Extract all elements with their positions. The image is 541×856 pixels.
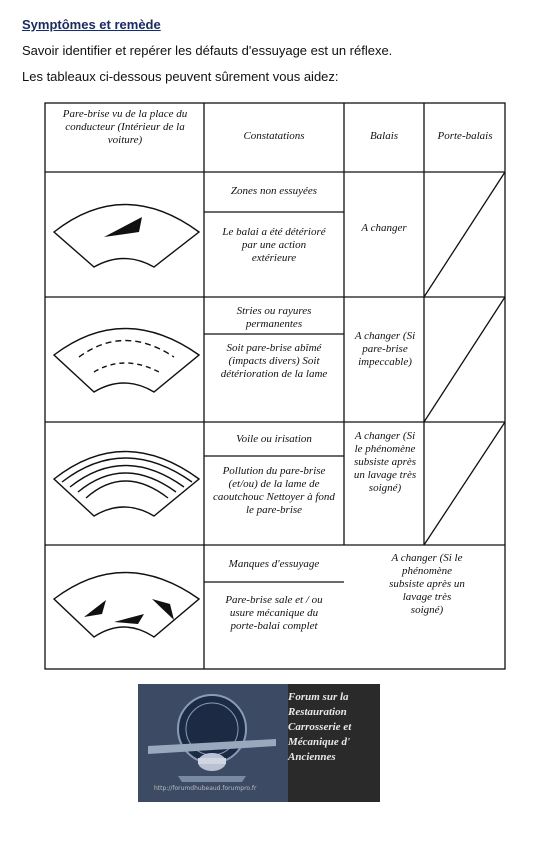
row2-balais: A changer (Si pare-brise impeccable)	[354, 330, 416, 368]
windshield-diagram-3	[54, 452, 199, 517]
row1-constatation-a: Zones non essuyées	[230, 185, 318, 197]
row1-constatation-b: Le balai a été détérioré par une action extérieure	[222, 226, 326, 264]
windshield-diagram-2	[54, 329, 199, 393]
header-balais: Balais	[369, 130, 399, 142]
row4-balais-porte-balais: A changer (Si le phénomène subsiste après un lavage très soigné)	[389, 552, 465, 616]
row4-constatation-a: Manques d'essuyage	[228, 558, 320, 570]
diagnostic-table	[44, 102, 506, 670]
page-heading[interactable]: Symptômes et remède	[22, 17, 161, 32]
row4-constatation-b: Pare-brise sale et / ou usure mécanique du porte-balai complet	[225, 594, 323, 632]
header-parebrise: Pare-brise vu de la place du conducteur (Intérieur de la voiture)	[62, 108, 188, 146]
row3-constatation-a: Voile ou irisation	[236, 433, 312, 445]
windshield-diagram-4	[54, 573, 199, 638]
intro-text-1: Savoir identifier et repérer les défauts d'essuyage est un réflexe.	[22, 43, 393, 58]
row1-balais: A changer	[361, 222, 407, 234]
header-porte-balais: Porte-balais	[437, 130, 493, 142]
header-constatations: Constatations	[243, 130, 305, 142]
row2-constatation-a: Stries ou rayures permanentes	[236, 305, 312, 330]
intro-text-2: Les tableaux ci-dessous peuvent sûrement vous aidez:	[22, 69, 339, 84]
banner-url[interactable]: http://forumdhubeaud.forumpro.fr	[154, 785, 257, 792]
row2-constatation-b: Soit pare-brise abîmé (impacts divers) Soit détérioration de la lame	[220, 342, 328, 380]
windshield-diagram-1	[54, 205, 199, 268]
row3-balais: A changer (Si le phénomène subsiste après un lavage très soigné)	[353, 430, 417, 494]
banner-text: Forum sur la Restauration Carrosserie et Mécanique d' Anciennes	[288, 691, 352, 763]
forum-banner[interactable]	[138, 684, 380, 802]
row3-constatation-b: Pollution du pare-brise (et/ou) de la lame de caoutchouc Nettoyer à fond le pare-brise	[213, 465, 335, 516]
